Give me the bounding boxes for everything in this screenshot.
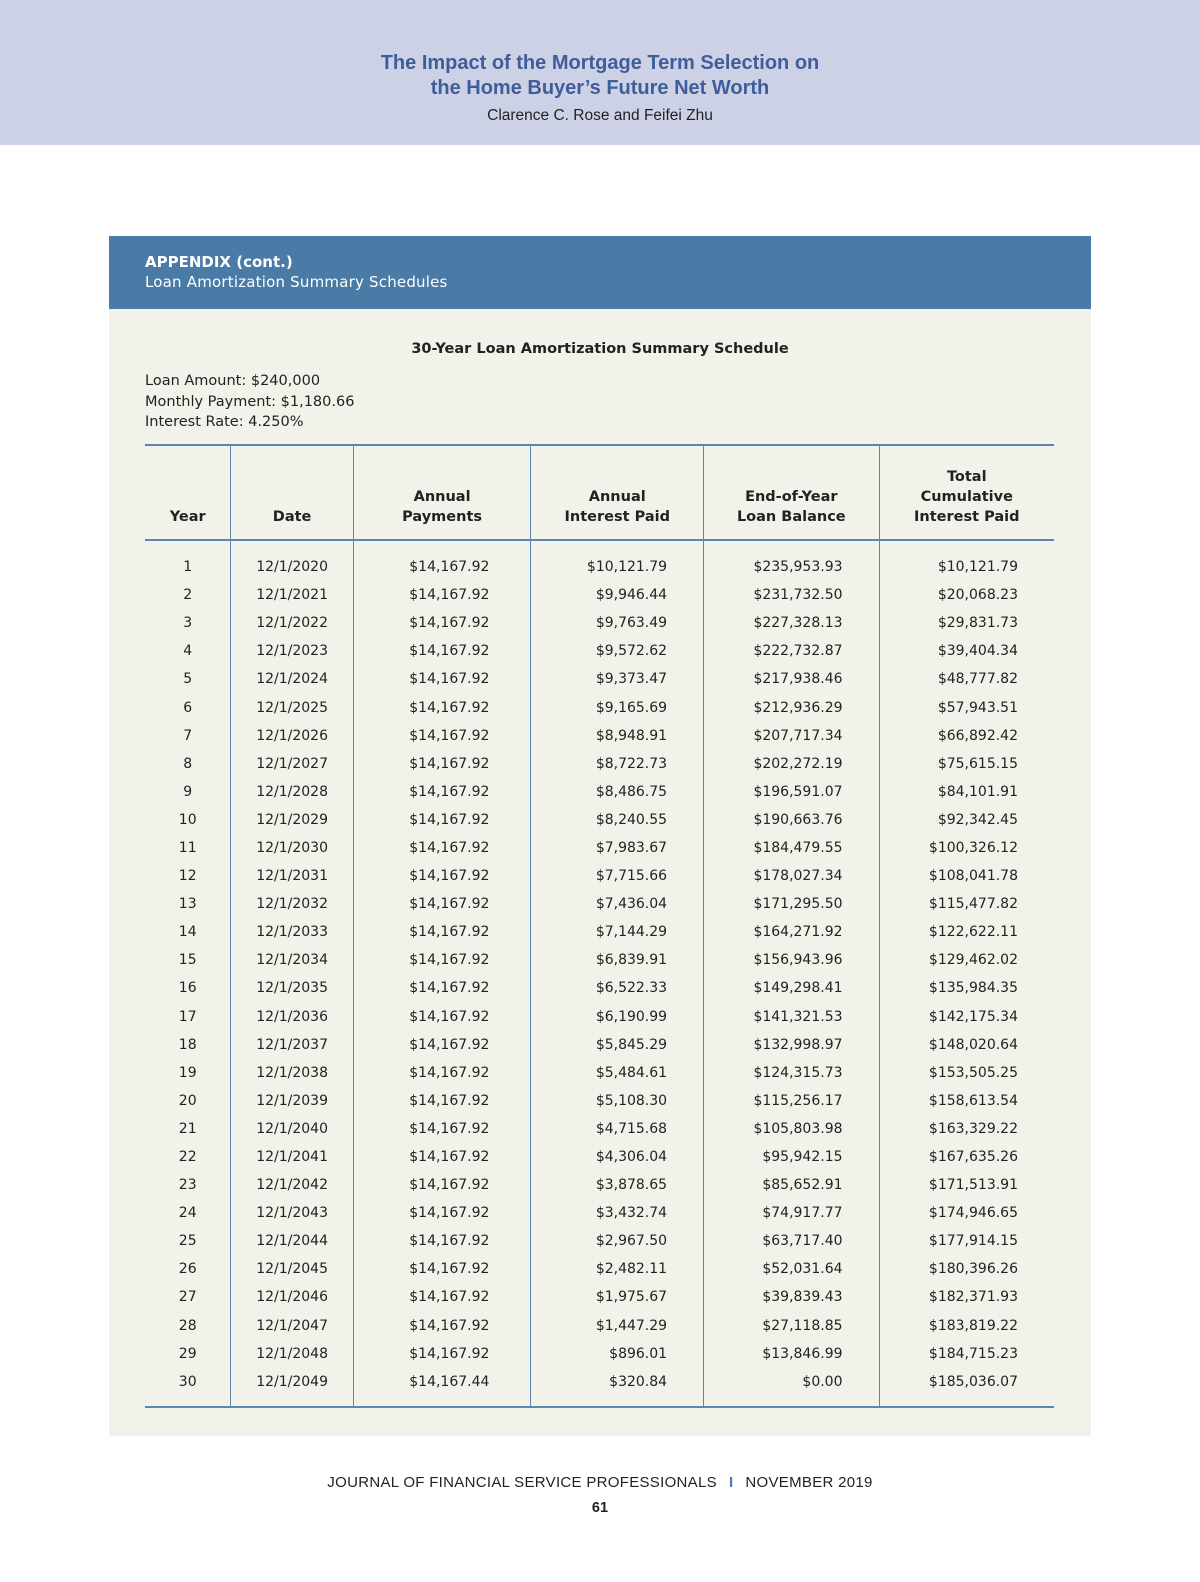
cell-date: 12/1/2048 [231, 1340, 353, 1368]
cell-annual-interest-paid: $5,108.30 [531, 1087, 704, 1115]
cell-annual-interest-paid: $3,878.65 [531, 1171, 704, 1199]
table-row [145, 750, 1054, 778]
cell-end-of-year-loan-balance: $74,917.77 [704, 1199, 879, 1227]
cell-total-cumulative-interest-paid: $174,946.65 [879, 1199, 1054, 1227]
cell-date: 12/1/2047 [231, 1312, 353, 1340]
cell-total-cumulative-interest-paid: $135,984.35 [879, 974, 1054, 1002]
cell-date: 12/1/2034 [231, 946, 353, 974]
cell-annual-payments: $14,167.92 [353, 693, 531, 721]
loan-amount: Loan Amount: $240,000 [145, 373, 321, 389]
cell-annual-payments: $14,167.92 [353, 1227, 531, 1255]
column-header-date [231, 445, 353, 540]
cell-annual-payments: $14,167.92 [353, 946, 531, 974]
cell-year: 26 [178, 1261, 197, 1278]
cell-date: 12/1/2032 [231, 890, 353, 918]
cell-total-cumulative-interest-paid: $115,477.82 [879, 890, 1054, 918]
cell-date: 12/1/2028 [231, 778, 353, 806]
cell-end-of-year-loan-balance: $207,717.34 [704, 722, 879, 750]
cell-date: 12/1/2025 [231, 693, 353, 721]
article-authors: Clarence C. Rose and Feifei Zhu [487, 107, 713, 124]
cell-end-of-year-loan-balance: $141,321.53 [704, 1003, 879, 1031]
cell-end-of-year-loan-balance: $156,943.96 [704, 946, 879, 974]
table-row [145, 862, 1054, 890]
cell-year: 29 [178, 1345, 197, 1362]
cell-annual-payments: $14,167.92 [353, 1171, 531, 1199]
column-header-end-of-year-loan-balance [704, 445, 879, 540]
cell-date: 12/1/2035 [231, 974, 353, 1002]
cell-end-of-year-loan-balance: $196,591.07 [704, 778, 879, 806]
appendix-label: APPENDIX (cont.) [145, 253, 293, 271]
cell-end-of-year-loan-balance: $190,663.76 [704, 806, 879, 834]
cell-annual-payments: $14,167.92 [353, 1059, 531, 1087]
cell-annual-interest-paid: $1,447.29 [531, 1312, 704, 1340]
cell-date: 12/1/2021 [231, 581, 353, 609]
cell-date: 12/1/2049 [231, 1368, 353, 1407]
cell-annual-interest-paid: $5,484.61 [531, 1059, 704, 1087]
cell-year: 30 [178, 1373, 197, 1390]
cell-annual-payments: $14,167.92 [353, 806, 531, 834]
cell-end-of-year-loan-balance: $95,942.15 [704, 1143, 879, 1171]
cell-total-cumulative-interest-paid: $171,513.91 [879, 1171, 1054, 1199]
cell-year: 3 [183, 615, 193, 632]
cell-end-of-year-loan-balance: $85,652.91 [704, 1171, 879, 1199]
column-header-line: Year [169, 509, 206, 525]
journal-name: JOURNAL OF FINANCIAL SERVICE PROFESSIONALS [327, 1474, 717, 1491]
interest-rate: Interest Rate: 4.250% [145, 414, 304, 430]
cell-annual-payments: $14,167.92 [353, 890, 531, 918]
cell-total-cumulative-interest-paid: $142,175.34 [879, 1003, 1054, 1031]
column-header-line: End-of-Year [745, 489, 838, 505]
cell-total-cumulative-interest-paid: $180,396.26 [879, 1255, 1054, 1283]
cell-year: 9 [183, 783, 193, 800]
cell-year: 11 [178, 839, 197, 856]
cell-total-cumulative-interest-paid: $20,068.23 [879, 581, 1054, 609]
cell-annual-interest-paid: $1,975.67 [531, 1283, 704, 1311]
cell-annual-interest-paid: $8,486.75 [531, 778, 704, 806]
table-row [145, 1227, 1054, 1255]
cell-total-cumulative-interest-paid: $184,715.23 [879, 1340, 1054, 1368]
cell-annual-payments: $14,167.92 [353, 1312, 531, 1340]
cell-annual-payments: $14,167.92 [353, 665, 531, 693]
table-row [145, 540, 1054, 581]
cell-date: 12/1/2023 [231, 637, 353, 665]
column-header-year [145, 445, 231, 540]
table-row [145, 722, 1054, 750]
cell-year: 4 [183, 643, 193, 660]
cell-annual-interest-paid: $7,715.66 [531, 862, 704, 890]
cell-end-of-year-loan-balance: $231,732.50 [704, 581, 879, 609]
cell-total-cumulative-interest-paid: $92,342.45 [879, 806, 1054, 834]
cell-annual-interest-paid: $6,190.99 [531, 1003, 704, 1031]
cell-annual-payments: $14,167.92 [353, 834, 531, 862]
cell-annual-payments: $14,167.92 [353, 1143, 531, 1171]
cell-annual-interest-paid: $5,845.29 [531, 1031, 704, 1059]
cell-annual-interest-paid: $8,722.73 [531, 750, 704, 778]
cell-annual-payments: $14,167.92 [353, 918, 531, 946]
table-row [145, 1171, 1054, 1199]
cell-total-cumulative-interest-paid: $167,635.26 [879, 1143, 1054, 1171]
cell-year: 5 [183, 671, 193, 688]
cell-year: 15 [178, 952, 197, 969]
cell-end-of-year-loan-balance: $227,328.13 [704, 609, 879, 637]
cell-annual-interest-paid: $6,522.33 [531, 974, 704, 1002]
table-row [145, 1031, 1054, 1059]
cell-year: 8 [183, 755, 193, 772]
cell-total-cumulative-interest-paid: $158,613.54 [879, 1087, 1054, 1115]
table-row [145, 581, 1054, 609]
cell-total-cumulative-interest-paid: $29,831.73 [879, 609, 1054, 637]
cell-end-of-year-loan-balance: $164,271.92 [704, 918, 879, 946]
cell-total-cumulative-interest-paid: $84,101.91 [879, 778, 1054, 806]
cell-annual-interest-paid: $9,946.44 [531, 581, 704, 609]
cell-annual-interest-paid: $2,967.50 [531, 1227, 704, 1255]
cell-end-of-year-loan-balance: $149,298.41 [704, 974, 879, 1002]
cell-date: 12/1/2027 [231, 750, 353, 778]
cell-annual-interest-paid: $9,572.62 [531, 637, 704, 665]
cell-annual-payments: $14,167.92 [353, 1255, 531, 1283]
cell-year: 21 [178, 1120, 197, 1137]
cell-annual-interest-paid: $8,240.55 [531, 806, 704, 834]
cell-annual-payments: $14,167.92 [353, 1087, 531, 1115]
column-header-annual-payments [353, 445, 531, 540]
table-body [145, 540, 1054, 1407]
table-header-row [145, 445, 1054, 540]
cell-year: 6 [183, 699, 193, 716]
amortization-table [145, 444, 1054, 1408]
cell-end-of-year-loan-balance: $184,479.55 [704, 834, 879, 862]
cell-end-of-year-loan-balance: $39,839.43 [704, 1283, 879, 1311]
cell-year: 12 [178, 868, 197, 885]
cell-year: 2 [183, 587, 193, 604]
cell-annual-payments: $14,167.92 [353, 778, 531, 806]
cell-year: 18 [178, 1036, 197, 1053]
cell-date: 12/1/2044 [231, 1227, 353, 1255]
cell-end-of-year-loan-balance: $27,118.85 [704, 1312, 879, 1340]
cell-annual-payments: $14,167.92 [353, 1115, 531, 1143]
cell-end-of-year-loan-balance: $63,717.40 [704, 1227, 879, 1255]
column-header-line: Payments [402, 509, 483, 525]
cell-year: 27 [178, 1289, 197, 1306]
page-footer [0, 1474, 1200, 1491]
cell-year: 7 [183, 727, 193, 744]
cell-date: 12/1/2041 [231, 1143, 353, 1171]
cell-annual-interest-paid: $7,436.04 [531, 890, 704, 918]
cell-annual-interest-paid: $9,763.49 [531, 609, 704, 637]
cell-total-cumulative-interest-paid: $148,020.64 [879, 1031, 1054, 1059]
cell-end-of-year-loan-balance: $202,272.19 [704, 750, 879, 778]
cell-date: 12/1/2024 [231, 665, 353, 693]
cell-end-of-year-loan-balance: $235,953.93 [704, 540, 879, 581]
cell-year: 22 [178, 1149, 197, 1166]
cell-date: 12/1/2022 [231, 609, 353, 637]
cell-annual-payments: $14,167.44 [353, 1368, 531, 1407]
table-row [145, 890, 1054, 918]
table-row [145, 778, 1054, 806]
cell-annual-interest-paid: $6,839.91 [531, 946, 704, 974]
column-header-line: Annual [413, 489, 471, 505]
cell-end-of-year-loan-balance: $222,732.87 [704, 637, 879, 665]
cell-year: 19 [178, 1064, 197, 1081]
column-header-line: Total [946, 469, 987, 485]
appendix-subtitle: Loan Amortization Summary Schedules [145, 273, 448, 291]
issue-date: NOVEMBER 2019 [745, 1474, 873, 1491]
cell-year: 23 [178, 1177, 197, 1194]
cell-annual-interest-paid: $896.01 [531, 1340, 704, 1368]
cell-end-of-year-loan-balance: $115,256.17 [704, 1087, 879, 1115]
cell-total-cumulative-interest-paid: $183,819.22 [879, 1312, 1054, 1340]
table-row [145, 1059, 1054, 1087]
cell-year: 25 [178, 1233, 197, 1250]
cell-date: 12/1/2045 [231, 1255, 353, 1283]
column-header-line: Interest Paid [914, 509, 1020, 525]
table-row [145, 946, 1054, 974]
cell-year: 28 [178, 1317, 197, 1334]
cell-annual-payments: $14,167.92 [353, 1199, 531, 1227]
cell-total-cumulative-interest-paid: $48,777.82 [879, 665, 1054, 693]
cell-year: 1 [183, 559, 193, 576]
cell-annual-interest-paid: $2,482.11 [531, 1255, 704, 1283]
table-row [145, 1087, 1054, 1115]
schedule-title: 30-Year Loan Amortization Summary Schedule [411, 341, 789, 357]
cell-annual-interest-paid: $9,165.69 [531, 693, 704, 721]
cell-annual-payments: $14,167.92 [353, 540, 531, 581]
cell-annual-interest-paid: $320.84 [531, 1368, 704, 1407]
cell-total-cumulative-interest-paid: $10,121.79 [879, 540, 1054, 581]
cell-annual-interest-paid: $7,983.67 [531, 834, 704, 862]
table-row [145, 1199, 1054, 1227]
table-row [145, 1115, 1054, 1143]
cell-end-of-year-loan-balance: $212,936.29 [704, 693, 879, 721]
monthly-payment: Monthly Payment: $1,180.66 [145, 393, 355, 410]
cell-end-of-year-loan-balance: $105,803.98 [704, 1115, 879, 1143]
cell-end-of-year-loan-balance: $217,938.46 [704, 665, 879, 693]
page-number: 61 [591, 1500, 609, 1516]
cell-end-of-year-loan-balance: $52,031.64 [704, 1255, 879, 1283]
cell-annual-payments: $14,167.92 [353, 1031, 531, 1059]
table-row [145, 609, 1054, 637]
table-row [145, 1255, 1054, 1283]
footer-separator: I [728, 1474, 734, 1491]
cell-total-cumulative-interest-paid: $100,326.12 [879, 834, 1054, 862]
cell-year: 24 [178, 1205, 197, 1222]
cell-annual-payments: $14,167.92 [353, 1283, 531, 1311]
table-row [145, 637, 1054, 665]
table-row [145, 1312, 1054, 1340]
column-header-line: Loan Balance [736, 509, 846, 525]
cell-year: 20 [178, 1092, 197, 1109]
column-header-annual-interest-paid [531, 445, 704, 540]
cell-total-cumulative-interest-paid: $163,329.22 [879, 1115, 1054, 1143]
appendix-panel [109, 236, 1091, 1436]
article-header-banner [0, 0, 1200, 145]
cell-date: 12/1/2029 [231, 806, 353, 834]
cell-date: 12/1/2040 [231, 1115, 353, 1143]
cell-date: 12/1/2036 [231, 1003, 353, 1031]
cell-annual-payments: $14,167.92 [353, 581, 531, 609]
table-row [145, 834, 1054, 862]
cell-annual-interest-paid: $9,373.47 [531, 665, 704, 693]
cell-date: 12/1/2043 [231, 1199, 353, 1227]
table-row [145, 806, 1054, 834]
table-row [145, 918, 1054, 946]
cell-end-of-year-loan-balance: $171,295.50 [704, 890, 879, 918]
table-row [145, 693, 1054, 721]
cell-total-cumulative-interest-paid: $182,371.93 [879, 1283, 1054, 1311]
cell-date: 12/1/2046 [231, 1283, 353, 1311]
column-header-line: Interest Paid [564, 509, 670, 525]
cell-date: 12/1/2031 [231, 862, 353, 890]
column-header-total-cumulative-interest-paid [879, 445, 1054, 540]
cell-annual-payments: $14,167.92 [353, 722, 531, 750]
cell-date: 12/1/2026 [231, 722, 353, 750]
cell-end-of-year-loan-balance: $124,315.73 [704, 1059, 879, 1087]
table-row [145, 1003, 1054, 1031]
cell-total-cumulative-interest-paid: $66,892.42 [879, 722, 1054, 750]
cell-annual-payments: $14,167.92 [353, 609, 531, 637]
cell-total-cumulative-interest-paid: $39,404.34 [879, 637, 1054, 665]
cell-annual-payments: $14,167.92 [353, 750, 531, 778]
cell-annual-interest-paid: $3,432.74 [531, 1199, 704, 1227]
column-header-line: Date [272, 509, 312, 525]
cell-annual-interest-paid: $10,121.79 [531, 540, 704, 581]
cell-total-cumulative-interest-paid: $185,036.07 [879, 1368, 1054, 1407]
cell-date: 12/1/2030 [231, 834, 353, 862]
cell-year: 17 [178, 1008, 197, 1025]
cell-date: 12/1/2020 [231, 540, 353, 581]
cell-date: 12/1/2037 [231, 1031, 353, 1059]
table-row [145, 665, 1054, 693]
cell-year: 16 [178, 980, 197, 997]
cell-annual-payments: $14,167.92 [353, 1340, 531, 1368]
cell-total-cumulative-interest-paid: $153,505.25 [879, 1059, 1054, 1087]
cell-total-cumulative-interest-paid: $122,622.11 [879, 918, 1054, 946]
cell-date: 12/1/2042 [231, 1171, 353, 1199]
cell-end-of-year-loan-balance: $178,027.34 [704, 862, 879, 890]
cell-annual-payments: $14,167.92 [353, 637, 531, 665]
appendix-header [109, 236, 1091, 309]
table-row [145, 1143, 1054, 1171]
cell-annual-interest-paid: $4,715.68 [531, 1115, 704, 1143]
cell-end-of-year-loan-balance: $13,846.99 [704, 1340, 879, 1368]
cell-total-cumulative-interest-paid: $75,615.15 [879, 750, 1054, 778]
cell-end-of-year-loan-balance: $0.00 [704, 1368, 879, 1407]
cell-total-cumulative-interest-paid: $57,943.51 [879, 693, 1054, 721]
table-row [145, 1340, 1054, 1368]
cell-date: 12/1/2039 [231, 1087, 353, 1115]
table-row [145, 974, 1054, 1002]
loan-info [145, 371, 354, 433]
cell-date: 12/1/2038 [231, 1059, 353, 1087]
cell-annual-interest-paid: $7,144.29 [531, 918, 704, 946]
article-title-line2: the Home Buyer’s Future Net Worth [430, 77, 770, 99]
cell-annual-payments: $14,167.92 [353, 1003, 531, 1031]
cell-total-cumulative-interest-paid: $177,914.15 [879, 1227, 1054, 1255]
cell-year: 13 [178, 896, 197, 913]
cell-date: 12/1/2033 [231, 918, 353, 946]
cell-total-cumulative-interest-paid: $108,041.78 [879, 862, 1054, 890]
cell-year: 14 [178, 924, 197, 941]
column-header-line: Cumulative [920, 489, 1013, 505]
table-row [145, 1283, 1054, 1311]
cell-end-of-year-loan-balance: $132,998.97 [704, 1031, 879, 1059]
cell-year: 10 [178, 811, 197, 828]
article-title-line1: The Impact of the Mortgage Term Selection on [380, 52, 820, 74]
cell-annual-interest-paid: $4,306.04 [531, 1143, 704, 1171]
column-header-line: Annual [588, 489, 646, 505]
table-row [145, 1368, 1054, 1407]
cell-annual-interest-paid: $8,948.91 [531, 722, 704, 750]
cell-total-cumulative-interest-paid: $129,462.02 [879, 946, 1054, 974]
cell-annual-payments: $14,167.92 [353, 974, 531, 1002]
cell-annual-payments: $14,167.92 [353, 862, 531, 890]
